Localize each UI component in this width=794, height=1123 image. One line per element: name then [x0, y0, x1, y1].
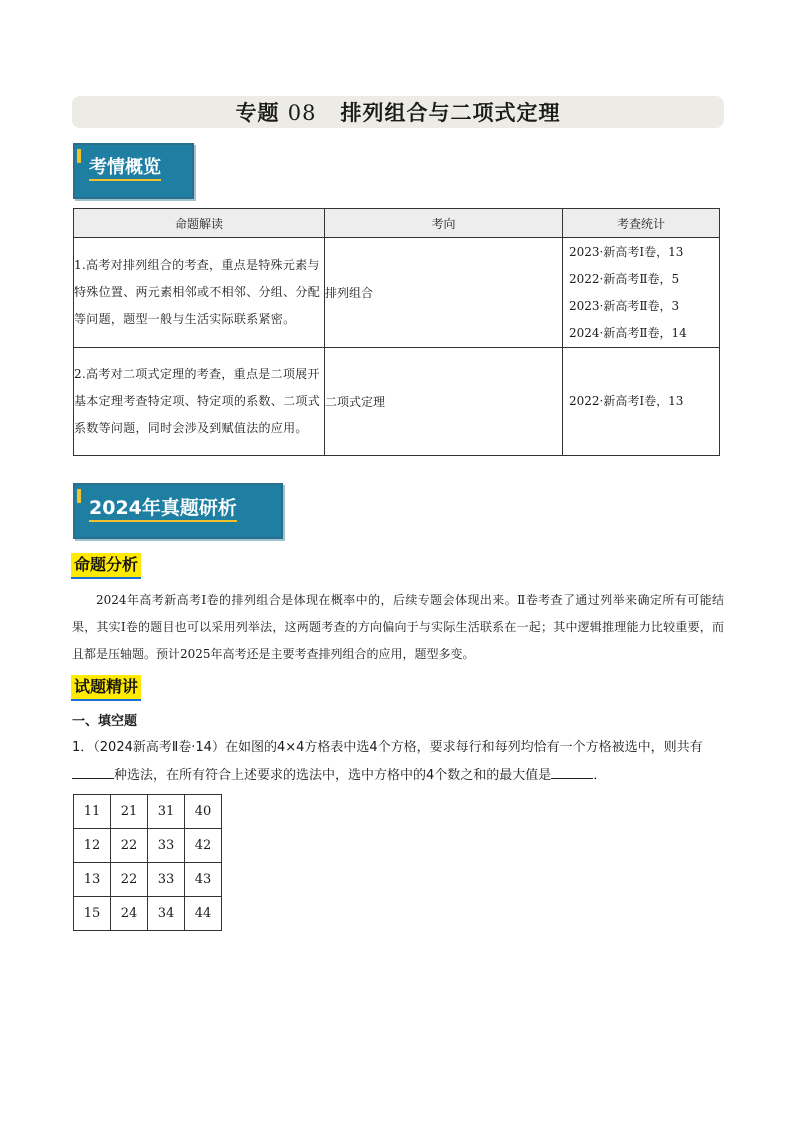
question-text-a: 在如图的4×4方格表中选4个方格，要求每行和每列均恰有一个方格被选中，则共有: [224, 740, 703, 755]
title-main: 排列组合与二项式定理: [340, 100, 561, 125]
grid-cell: 11: [74, 795, 111, 829]
table-row: [74, 238, 720, 348]
table-header: 考查统计: [563, 209, 720, 238]
stat-line: 2022·新高考Ⅱ卷，5: [569, 271, 680, 286]
grid-cell: 22: [111, 829, 148, 863]
table-row: [74, 348, 720, 456]
grid-cell: 24: [111, 897, 148, 931]
table-header: 命题解读: [74, 209, 325, 238]
grid-cell: 31: [148, 795, 185, 829]
real-exam-banner-label: 2024年真题研析: [89, 499, 237, 522]
analysis-text: 2024年高考新高考Ⅰ卷的排列组合是体现在概率中的，后续专题会体现出来。Ⅱ卷考查了通过列举来确定所有可能结果，其实Ⅰ卷的题目也可以采用列举法，这两题考查的方向偏向于与实际生活联系在一起；其中逻辑推理能力比较重要，而且都是压轴题。预计2025年高考还是主要考查排列组合的应用，题型多变。: [72, 593, 724, 661]
overview-banner: [73, 143, 194, 199]
section-heading: 一、填空题: [72, 714, 138, 729]
grid-cell: 33: [148, 863, 185, 897]
grid-cell: 22: [111, 863, 148, 897]
practice-tag: 试题精讲: [71, 675, 141, 701]
question-text-end: ．: [593, 768, 607, 783]
table-header-row: [74, 209, 720, 238]
question-1: [72, 734, 724, 790]
page-title: [235, 97, 560, 127]
analysis-tag: 命题分析: [71, 553, 141, 579]
grid-row: [74, 795, 222, 829]
table-cell-stats: [563, 348, 720, 456]
grid-row: [74, 829, 222, 863]
stat-line: 2022·新高考Ⅰ卷，13: [569, 394, 684, 408]
table-cell-topic: 排列组合: [325, 238, 563, 348]
stat-line: 2023·新高考Ⅱ卷，3: [569, 298, 680, 313]
title-code: 08: [287, 101, 317, 125]
grid-cell: 43: [185, 863, 222, 897]
banner-accent: [77, 489, 81, 503]
stat-line: 2024·新高考Ⅱ卷，14: [569, 325, 687, 340]
grid-row: [74, 897, 222, 931]
table-header: 考向: [325, 209, 563, 238]
table-cell-desc: 2.高考对二项式定理的考查，重点是二项展开基本定理考查特定项、特定项的系数、二项式系数等问题，同时会涉及到赋值法的应用。: [74, 348, 325, 456]
analysis-paragraph: [72, 587, 724, 668]
grid-cell: 21: [111, 795, 148, 829]
answer-blank-1[interactable]: [72, 764, 114, 779]
real-exam-banner: [73, 483, 283, 539]
question-source: （2024新高考Ⅱ卷·14）: [93, 740, 225, 755]
overview-table: [73, 208, 720, 456]
grid-cell: 44: [185, 897, 222, 931]
grid-cell: 33: [148, 829, 185, 863]
overview-banner-label: 考情概览: [89, 159, 161, 181]
question-text-b: 种选法，在所有符合上述要求的选法中，选中方格中的4个数之和的最大值是: [114, 768, 552, 783]
table-cell-stats: [563, 238, 720, 348]
grid-cell: 15: [74, 897, 111, 931]
title-prefix: 专题: [235, 100, 280, 125]
grid-row: [74, 863, 222, 897]
grid-cell: 12: [74, 829, 111, 863]
table-cell-topic: 二项式定理: [325, 348, 563, 456]
grid-cell: 13: [74, 863, 111, 897]
grid-cell: 40: [185, 795, 222, 829]
stat-line: 2023·新高考Ⅰ卷，13: [569, 244, 684, 259]
banner-accent: [77, 149, 81, 163]
page-title-bar: [72, 96, 724, 128]
grid-cell: 34: [148, 897, 185, 931]
question-number: 1．: [72, 740, 94, 755]
table-cell-desc: 1.高考对排列组合的考查，重点是特殊元素与特殊位置、两元素相邻或不相邻、分组、分配等问题，题型一般与生活实际联系紧密。: [74, 238, 325, 348]
grid-cell: 42: [185, 829, 222, 863]
answer-blank-2[interactable]: [551, 764, 593, 779]
number-grid: [73, 794, 222, 931]
